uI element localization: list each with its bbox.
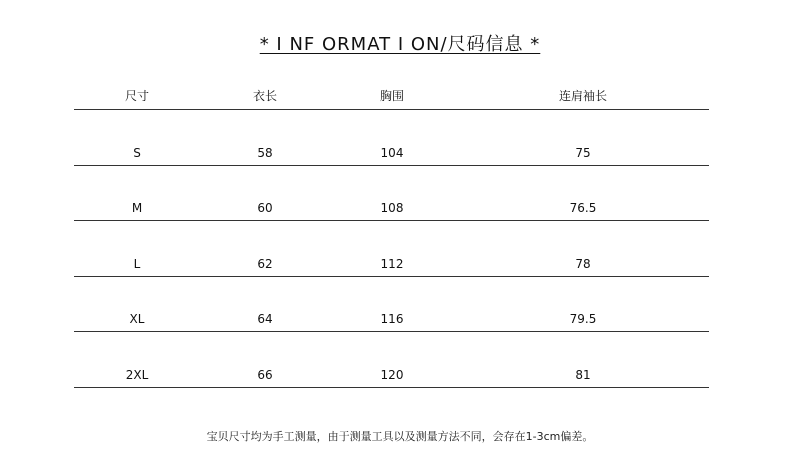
table-row <box>74 277 709 333</box>
cell-size: 2XL <box>125 367 149 382</box>
cell-length: 66 <box>257 367 273 382</box>
table-row <box>74 332 709 388</box>
table-row <box>74 166 709 222</box>
row-divider <box>74 387 709 388</box>
cell-size: L <box>133 256 141 271</box>
cell-chest: 120 <box>380 367 404 382</box>
cell-length: 60 <box>257 201 273 216</box>
header-chest: 胸围 <box>379 89 405 103</box>
cell-sleeve: 75 <box>575 145 591 160</box>
table-row <box>74 221 709 277</box>
cell-length: 62 <box>257 256 273 271</box>
page-title <box>0 30 800 56</box>
cell-sleeve: 81 <box>575 367 591 382</box>
header-size: 尺寸 <box>124 89 150 103</box>
cell-sleeve: 79.5 <box>569 312 597 327</box>
cell-size: M <box>131 201 143 216</box>
header-length: 衣长 <box>252 89 278 103</box>
table-row <box>74 110 709 166</box>
cell-chest: 104 <box>380 145 404 160</box>
size-table <box>74 88 709 388</box>
cell-length: 64 <box>257 312 273 327</box>
measurement-note: 宝贝尺寸均为手工测量，由于测量工具以及测量方法不同，会存在1-3cm偏差。 <box>206 430 594 443</box>
cell-chest: 116 <box>380 312 404 327</box>
cell-length: 58 <box>257 145 273 160</box>
cell-chest: 108 <box>380 201 404 216</box>
cell-chest: 112 <box>380 256 404 271</box>
cell-size: XL <box>129 312 145 327</box>
cell-size: S <box>133 145 141 160</box>
table-header-row <box>74 88 709 110</box>
cell-sleeve: 76.5 <box>569 201 597 216</box>
header-sleeve: 连肩袖长 <box>558 89 608 103</box>
cell-sleeve: 78 <box>575 256 591 271</box>
title-text: * I NF ORMAT I ON/尺码信息 * <box>259 34 541 55</box>
